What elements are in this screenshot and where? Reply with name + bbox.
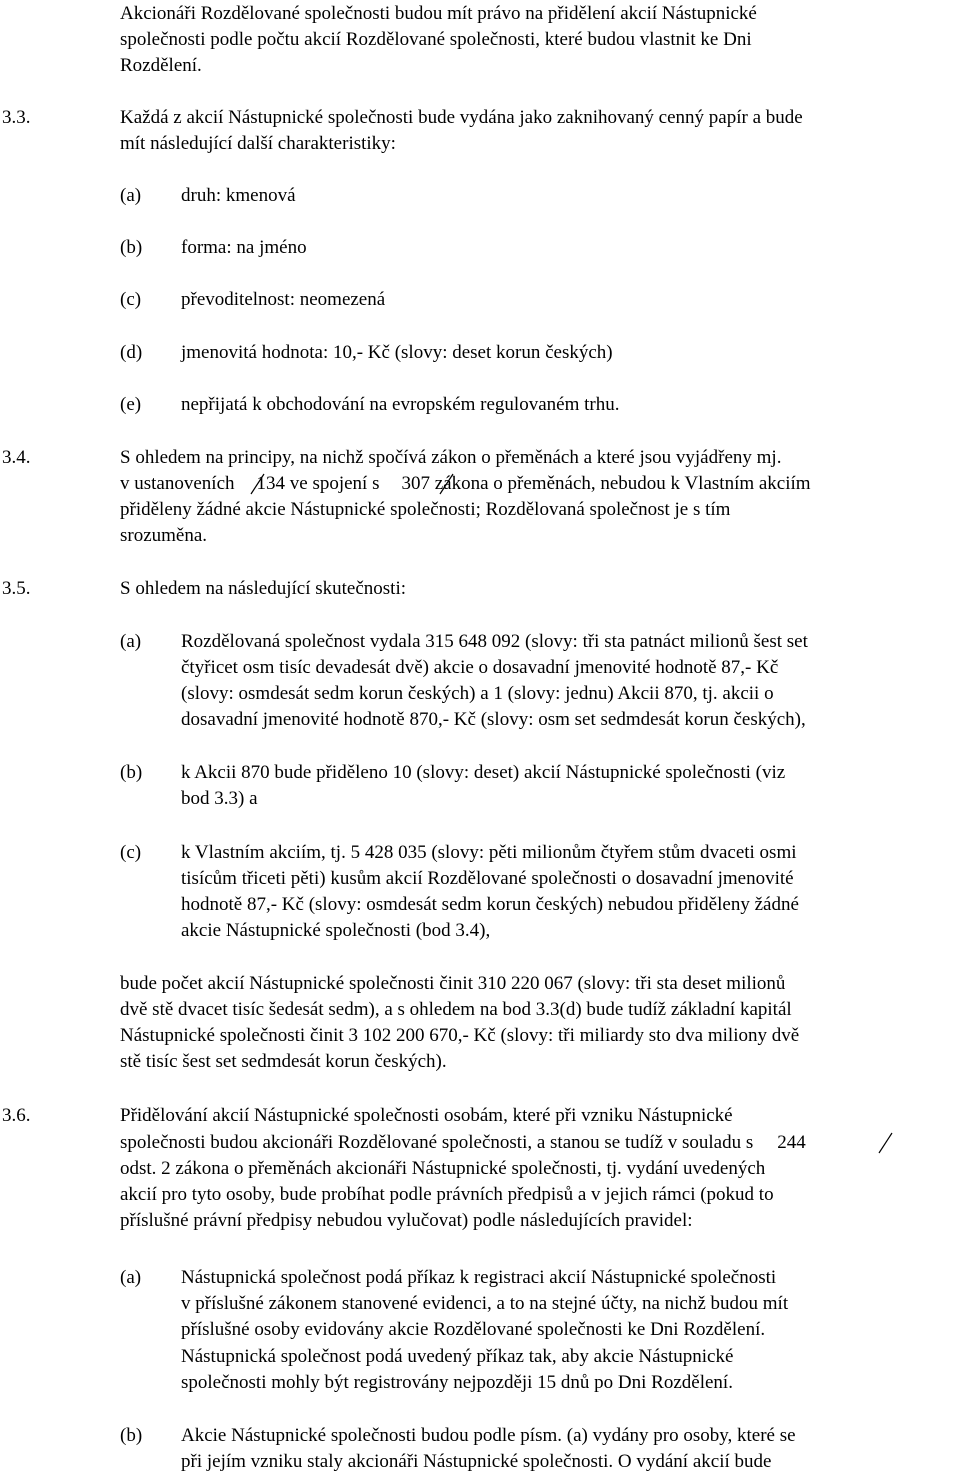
section-text-line: Přidělování akcií Nástupnické společnosti osobám, které při vzniku Nástupnické [120,1105,733,1126]
section-sign-icon [438,473,455,495]
list-item-text: akcie Nástupnické společnosti (bod 3.4), [181,920,491,941]
intro-line: Rozdělení. [120,55,202,76]
list-item-text: jmenovitá hodnota: 10,- Kč (slovy: deset korun českých) [181,342,613,363]
list-item-text: čtyřicet osm tisíc devadesát dvě) akcie o dosavadní jmenovité hodnotě 87,- Kč [181,657,779,678]
text-run: v ustanoveních [120,473,235,494]
section-number: 3.6. [2,1105,31,1126]
section-text-line: mít následující další charakteristiky: [120,133,396,154]
intro-line: Akcionáři Rozdělované společnosti budou mít právo na přidělení akcií Nástupnické [120,3,757,24]
conclusion-line: bude počet akcií Nástupnické společnosti činit 310 220 067 (slovy: tři sta deset milionů [120,973,786,994]
intro-line: společnosti podle počtu akcií Rozdělované společnosti, které budou vlastnit ke Dni [120,29,752,50]
list-item-text: Akcie Nástupnické společnosti budou podle písm. (a) vydány pro osoby, které se [181,1425,796,1446]
text-run: 307 zákona o přeměnách, nebudou k Vlastním akciím [401,473,811,494]
section-text-line: srozuměna. [120,525,208,546]
text-run: 244 [777,1132,806,1153]
list-item-text: tisícům třiceti pěti) kusům akcií Rozdělované společnosti o dosavadní jmenovité [181,868,794,889]
list-item-label: (e) [120,394,142,415]
list-item-label: (c) [120,842,142,863]
list-item-text: k Vlastním akciím, tj. 5 428 035 (slovy: pěti milionům čtyřem stům dvaceti osmi [181,842,797,863]
section-number: 3.3. [2,107,31,128]
list-item-label: (b) [120,237,143,258]
section-text-line: příslušné právní předpisy nebudou vylučovat) podle následujících pravidel: [120,1210,693,1231]
section-text-line [120,471,811,497]
list-item-text: druh: kmenová [181,185,296,206]
list-item-text: příslušné osoby evidovány akcie Rozdělované společnosti ke Dni Rozdělení. [181,1319,766,1340]
list-item-text: hodnotě 87,- Kč (slovy: osmdesát sedm korun českých) nebudou přiděleny žádné [181,894,799,915]
list-item-label: (b) [120,762,143,783]
text-run: společnosti budou akcionáři Rozdělované společnosti, a stanou se tudíž v souladu s [120,1132,754,1153]
list-item-text: Nástupnická společnost podá uvedený příkaz tak, aby akcie Nástupnické [181,1346,734,1367]
list-item-text: Rozdělovaná společnost vydala 315 648 092 (slovy: tři sta patnáct milionů šest set [181,631,808,652]
list-item-label: (c) [120,289,142,310]
list-item-label: (d) [120,342,143,363]
section-text-line: odst. 2 zákona o přeměnách akcionáři Nástupnické společnosti, tj. vydání uvedených [120,1158,766,1179]
conclusion-line: stě tisíc šest set sedmdesát korun českých). [120,1051,447,1072]
conclusion-line: Nástupnické společnosti činit 3 102 200 670,- Kč (slovy: tři miliardy sto dva miliony dvě [120,1025,800,1046]
list-item-text: k Akcii 870 bude přiděleno 10 (slovy: deset) akcií Nástupnické společnosti (viz [181,762,786,783]
section-heading: S ohledem na následující skutečnosti: [120,578,407,599]
conclusion-line: dvě stě dvacet tisíc šedesát sedm), a s ohledem na bod 3.3(d) bude tudíž základní kapitál [120,999,792,1020]
list-item-label: (a) [120,631,142,652]
list-item-label: (b) [120,1425,143,1446]
text-run: 134 ve spojení s [256,473,380,494]
section-text-line: S ohledem na principy, na nichž spočívá zákon o přeměnách a které jsou vyjádřeny mj. [120,447,782,468]
list-item-text: bod 3.3) a [181,788,258,809]
list-item-text: v příslušné zákonem stanovené evidenci, a to na stejné účty, na nichž budou mít [181,1293,789,1314]
section-sign-icon [877,1132,894,1154]
list-item-text: nepřijatá k obchodování na evropském regulovaném trhu. [181,394,620,415]
list-item-text: (slovy: osmdesát sedm korun českých) a 1 (slovy: jednu) Akcii 870, tj. akcii o [181,683,774,704]
section-text-line: akcií pro tyto osoby, bude probíhat podle právních předpisů a v jejich rámci (pokud to [120,1184,774,1205]
section-number: 3.4. [2,447,31,468]
list-item-text: společnosti mohly být registrovány nejpozději 15 dnů po Dni Rozdělení. [181,1372,733,1393]
list-item-text: dosavadní jmenovité hodnotě 870,- Kč (slovy: osm set sedmdesát korun českých), [181,709,806,730]
section-text-line: Každá z akcií Nástupnické společnosti bude vydána jako zaknihovaný cenný papír a bude [120,107,803,128]
section-number: 3.5. [2,578,31,599]
list-item-label: (a) [120,1267,142,1288]
list-item-text: forma: na jméno [181,237,307,258]
list-item-text: Nástupnická společnost podá příkaz k registraci akcií Nástupnické společnosti [181,1267,777,1288]
list-item-label: (a) [120,185,142,206]
section-text-line: přiděleny žádné akcie Nástupnické společnosti; Rozdělovaná společnost je s tím [120,499,731,520]
list-item-text: převoditelnost: neomezená [181,289,386,310]
list-item-text: při jejím vzniku staly akcionáři Nástupnické společnosti. O vydání akcií bude [181,1451,772,1472]
section-text-line [120,1130,806,1156]
section-sign-icon [249,473,266,495]
